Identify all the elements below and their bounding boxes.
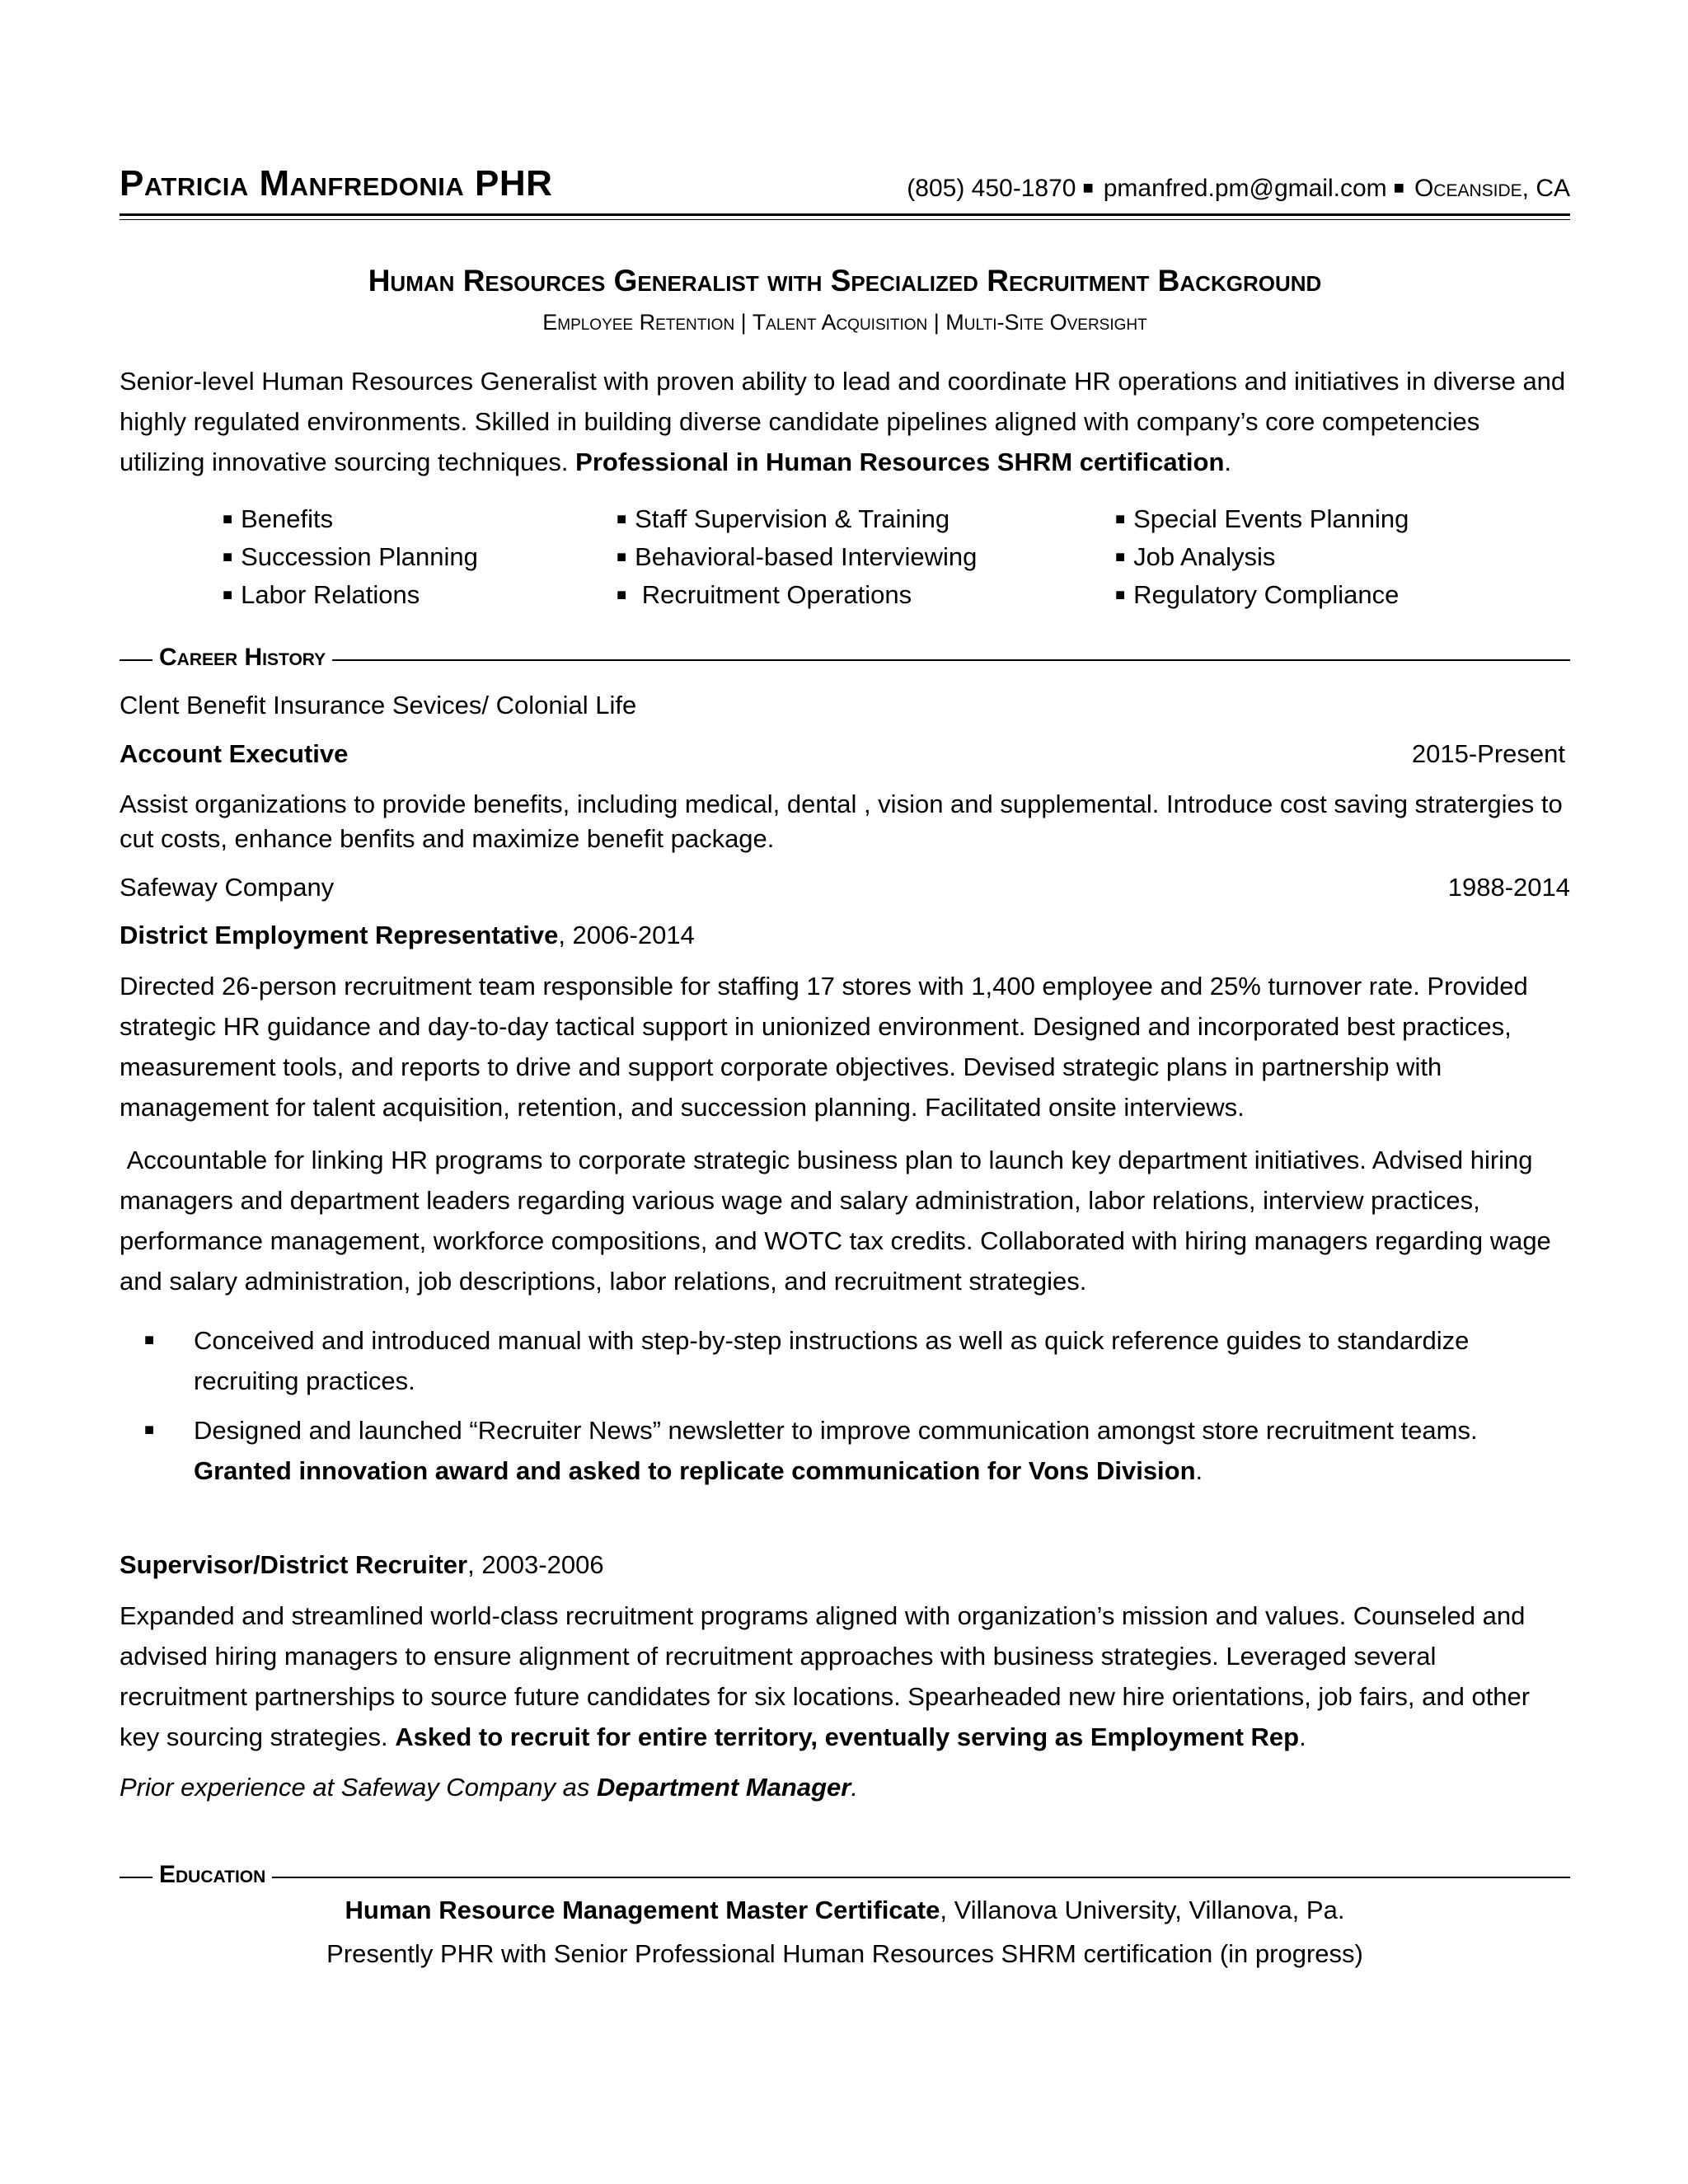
email-address: pmanfred.pm@gmail.com (1103, 175, 1387, 202)
job-title-line (120, 1550, 1570, 1580)
job-paragraph: Expanded and streamlined world-class recruitment programs aligned with organization’s mission and values. Counseled and advised hiring managers to ensure alignment of recruitment approaches with business strategies. Leveraged several recruitment partnerships to source future candidates for six locations. Spearheaded new hire orientations, job fairs, and other key sourcing strategies. Asked to recruit for entire territory, eventually serving as Employment Rep. (120, 1601, 1531, 1751)
skill-item: ■ Special Events Planning (1115, 504, 1409, 533)
achievement-list (120, 1320, 1570, 1500)
location: Oceanside, CA (1414, 175, 1570, 202)
career-history-heading: Career History (120, 644, 1570, 677)
skill-item: ■ Regulatory Compliance (1115, 580, 1400, 609)
job-dates: , 2003-2006 (467, 1550, 604, 1579)
job-dates: 2015-Present (1411, 739, 1565, 768)
skill-item: ■ Labor Relations (223, 580, 420, 609)
separator-square-icon: ■ (1082, 177, 1094, 198)
company-name: Safeway Company (120, 873, 335, 902)
certificate-name: Human Resource Management Master Certificate (345, 1896, 940, 1924)
job-title: Supervisor/District Recruiter (120, 1550, 468, 1579)
headline: Human Resources Generalist with Specialized Recruitment Background (368, 264, 1322, 298)
education-heading: Education (120, 1861, 1570, 1894)
skills-column-2 (617, 500, 977, 614)
skill-item: ■ Benefits (223, 504, 334, 533)
prior-experience: Prior experience at Safeway Company as Department Manager. (120, 1773, 858, 1802)
phone-number: (805) 450-1870 (907, 175, 1076, 202)
job-paragraph: Accountable for linking HR programs to corporate strategic business plan to launch key department initiatives. Advised hiring managers and department leaders regarding various wage and salary administration, labor relations, interview practices, performance management, workforce compositions, and WOTC tax credits. Collaborated with hiring managers regarding wage and salary administration, job descriptions, labor relations, and recruitment strategies. (120, 1146, 1559, 1296)
job-description: Assist organizations to provide benefits, including medical, dental , vision and supplemental. Introduce cost saving stratergies to cut costs, enhance benfits and maximize benefit package. (120, 790, 1563, 853)
summary-highlight: Professional in Human Resources SHRM certification (575, 448, 1225, 476)
skills-column-3 (1115, 500, 1409, 614)
achievement-item: ■ Conceived and introduced manual with step-by-step instructions as well as quick reference guides to standardize recruiting practices. (144, 1326, 1470, 1395)
job-paragraph: Directed 26-person recruitment team responsible for staffing 17 stores with 1,400 employee and 25% turnover rate. Provided strategic HR guidance and day-to-day tactical support in unionized environment. Designed and incorporated best practices, measurement tools, and reports to drive and support corporate objectives. Devised strategic plans in partnership with management for talent acquisition, retention, and succession planning. Facilitated onsite interviews. (120, 972, 1528, 1122)
skills-column-1 (223, 500, 478, 614)
header-rule-thin (120, 219, 1570, 220)
job-title-line (120, 921, 1570, 950)
separator-square-icon: ■ (1393, 177, 1404, 198)
education-line: Human Resource Management Master Certificate, Villanova University, Villanova, Pa. (345, 1896, 1345, 1924)
company-dates: 1988-2014 (1447, 873, 1570, 902)
skill-item: ■ Behavioral-based Interviewing (617, 542, 978, 571)
skill-item: ■ Recruitment Operations (617, 580, 912, 609)
subheadline: Employee Retention | Talent Acquisition | Multi-Site Oversight (542, 310, 1147, 335)
header-rule-thick (120, 213, 1570, 216)
company-name: Clent Benefit Insurance Sevices/ Colonial Life (120, 691, 637, 719)
candidate-name: Patricia Manfredonia PHR (120, 163, 553, 204)
job-title: Account Executive (120, 739, 349, 768)
summary-paragraph: Senior-level Human Resources Generalist with proven ability to lead and coordinate HR operations and initiatives in diverse and highly regulated environments. Skilled in building diverse candidate pipelines aligned with company’s core competencies utilizing innovative sourcing techniques. Professional in Human Resources SHRM certification. (120, 367, 1566, 476)
skill-item: ■ Succession Planning (223, 542, 478, 571)
job-title: District Employment Representative (120, 921, 559, 949)
job-dates: , 2006-2014 (558, 921, 695, 949)
achievement-item: ■ Designed and launched “Recruiter News” newsletter to improve communication amongst store recruitment teams. Granted innovation award and asked to replicate communication for Vons Division. (144, 1416, 1478, 1485)
skill-item: ■ Staff Supervision & Training (617, 504, 950, 533)
education-line: Presently PHR with Senior Professional Human Resources SHRM certification (in progress) (326, 1939, 1363, 1968)
contact-line (907, 175, 1570, 203)
skill-item: ■ Job Analysis (1115, 542, 1276, 571)
